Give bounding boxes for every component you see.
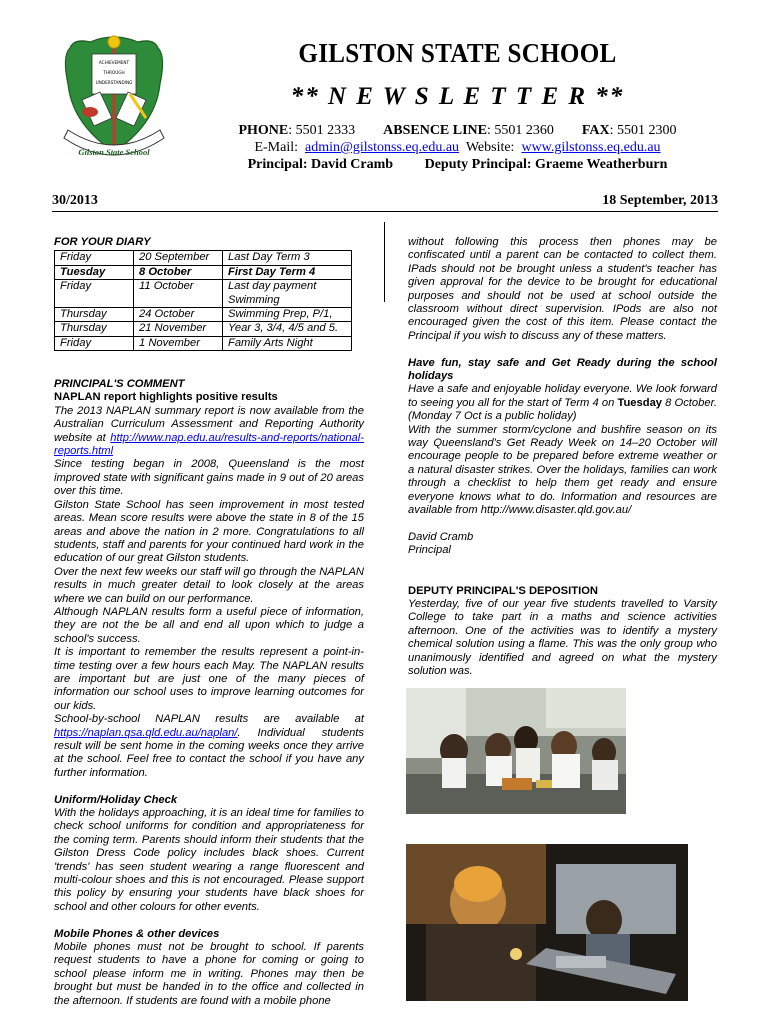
holidays-p1-a: Have a safe and enjoyable holiday everyone. We look forward to seeing you all for the start of Term 4 on	[408, 383, 717, 409]
absence-number: 5501 2360	[494, 123, 554, 138]
right-column	[408, 236, 717, 678]
table-row	[55, 336, 352, 350]
principal-name: Principal: David Cramb	[247, 157, 394, 172]
holidays-p1-b: 8 October. (Monday 7 Oct is a public holiday)	[408, 396, 717, 423]
naplan-subheading: NAPLAN report highlights positive results	[54, 391, 278, 404]
left-column	[54, 236, 364, 1008]
fax-label: FAX	[581, 123, 610, 138]
newsletter-title: ** N E W S L E T T E R **	[290, 83, 625, 110]
holidays-paragraph-2: With the summer storm/cyclone and bushfire season on its way Queensland's Get Ready Week on 14–20 October will encourage people to be prepared before extreme weather or a natural disaster strikes. Over the holidays, families can work through a checklist to help them get ready and ensure everyone knows what to do. Information and resources are available from http://www.disaster.qld.gov.au/	[408, 423, 717, 517]
diary-day: Thursday	[55, 308, 134, 322]
naplan-paragraph-5: Although NAPLAN results form a useful piece of information, they are not the be all and end all upon which to judge a school's success.	[54, 605, 364, 645]
naplan-p7-text-a: School-by-school NAPLAN results are available at	[54, 713, 364, 726]
diary-day: Tuesday	[55, 265, 134, 279]
naplan-paragraph-3: Gilston State School has seen improvement in most tested areas. Mean score results were above the state in 8 of the 15 areas and above the nation in 2 more. Congratulations to all students, staff and parents for your continued hard work in the education of our great Gilston students.	[54, 498, 364, 565]
naplan-paragraph-2: Since testing began in 2008, Queensland is the most improved state with significant gains made in 9 out of 20 areas over this time.	[54, 458, 364, 498]
header-divider	[52, 211, 718, 212]
masthead	[195, 36, 720, 173]
deputy-principal-name: Deputy Principal: Graeme Weatherburn	[424, 157, 668, 172]
table-row	[55, 265, 352, 279]
mobile-heading: Mobile Phones & other devices	[54, 927, 220, 940]
diary-event: First Day Term 4	[223, 265, 352, 279]
diary-table	[54, 250, 352, 351]
diary-day: Friday	[55, 336, 134, 350]
diary-date: 20 September	[134, 251, 223, 265]
deputy-heading: DEPUTY PRINCIPAL'S DEPOSITION	[408, 584, 598, 597]
school-crest-logo	[60, 34, 168, 172]
diary-event: Year 3, 3/4, 4/5 and 5.	[223, 322, 352, 336]
email-link[interactable]: admin@gilstonss.eq.edu.au	[305, 140, 460, 155]
contact-web	[195, 139, 720, 156]
diary-date: 11 October	[134, 280, 223, 308]
deputy-body: Yesterday, five of our year five students travelled to Varsity College to take part in a maths and science activities afternoon. One of the activities was to identify a mystery chemical solution using a flame. This was the only group who unanimously identified and agreed on what the mystery solution was.	[408, 597, 717, 677]
phone-label: PHONE	[238, 123, 289, 138]
diary-heading: FOR YOUR DIARY	[54, 236, 151, 248]
qsa-naplan-link[interactable]: https://naplan.qsa.qld.edu.au/naplan/	[54, 726, 238, 739]
absence-label: ABSENCE LINE	[383, 123, 488, 138]
diary-date: 8 October	[134, 265, 223, 279]
email-label: E-Mail:	[254, 140, 299, 155]
diary-event: Swimming Prep, P/1,	[223, 308, 352, 322]
students-science-photo	[406, 688, 626, 814]
table-row	[55, 308, 352, 322]
nap-report-link[interactable]: http://www.nap.edu.au/results-and-reports/national-reports.html	[54, 431, 364, 458]
diary-day: Friday	[55, 251, 134, 265]
contact-staff	[195, 156, 720, 173]
diary-event: Family Arts Night	[223, 336, 352, 350]
school-name: GILSTON STATE SCHOOL	[298, 38, 617, 68]
issue-number: 30/2013	[52, 193, 98, 208]
website-link[interactable]: www.gilstonss.eq.edu.au	[521, 140, 661, 155]
phone-number: 5501 2333	[295, 123, 356, 138]
naplan-paragraph-7	[54, 713, 364, 780]
holidays-p1-bold: Tuesday	[617, 396, 663, 409]
fax-number: 5501 2300	[617, 123, 677, 138]
crest-motto-3: UNDERSTANDING	[95, 80, 133, 85]
mobile-body-continued: without following this process then phones may be confiscated until a parent can be contacted to collect them. IPads should not be brought unless a student's teacher has given approval for the device to be brought for educational purposes and should not be used at school outside the classroom without direct supervision. IPods are also not encouraged given the cost of this item. Please contact the Principal if you wish to discuss any of these matters.	[408, 236, 717, 342]
website-label: Website:	[465, 140, 515, 155]
naplan-paragraph-1	[54, 405, 364, 459]
naplan-paragraph-4: Over the next few weeks our staff will go through the NAPLAN results in much greater detail to look closely at the areas where we can build on our performance.	[54, 565, 364, 605]
signature-title: Principal	[408, 544, 451, 557]
uniform-body: With the holidays approaching, it is an ideal time for families to check school uniforms for condition and appropriateness for the coming term. Parents should inform their students that the Gilston Dress Code policy includes black shoes. Current 'trends' has seen student wearing a range fluorescent and multi-colour shoes and this is not encouraged. Please support this policy by ensuring your students have black shoes for school and other colours for other events.	[54, 807, 364, 913]
issue-date: 18 September, 2013	[602, 193, 718, 208]
diary-day: Thursday	[55, 322, 134, 336]
contact-phones: PHONE: 5501 2333 ABSENCE LINE: 5501 2360 FAX: 5501 2300	[238, 123, 677, 138]
mobile-body: Mobile phones must not be brought to school. If parents request students to have a phone for coming or going to school please inform me in writing. Phones may then be brought but must be handed in to the office and collected in the afternoon. If students are found with a mobile phone	[54, 941, 364, 1007]
crest-banner-text: Gilston State School	[78, 147, 150, 157]
holidays-paragraph-1	[408, 383, 717, 423]
diary-date: 21 November	[134, 322, 223, 336]
uniform-heading: Uniform/Holiday Check	[54, 793, 178, 806]
table-row	[55, 251, 352, 265]
crest-motto-1: ACHIEVEMENT	[98, 60, 130, 65]
diary-date: 1 November	[134, 336, 223, 350]
column-divider	[384, 222, 385, 302]
diary-date: 24 October	[134, 308, 223, 322]
principal-comment-heading: PRINCIPAL'S COMMENT	[54, 378, 185, 391]
diary-event: Last day payment Swimming	[223, 280, 352, 308]
table-row	[55, 280, 352, 308]
diary-event: Last Day Term 3	[223, 251, 352, 265]
crest-motto-2: THROUGH	[103, 70, 125, 75]
signature-name: David Cramb	[408, 530, 474, 543]
table-row	[55, 322, 352, 336]
students-lab-photo	[406, 844, 688, 1001]
holidays-heading: Have fun, stay safe and Get Ready during the school holidays	[408, 356, 717, 383]
naplan-p7-text-b: . Individual students result will be sent home in the coming weeks once they arrive at the school. Feel free to contact the school if you have any further information.	[54, 726, 364, 779]
naplan-paragraph-6: It is important to remember the results represent a point-in-time testing over a few hours each May. The NAPLAN results are important but are just one of the many pieces of information our school uses to improve learning outcomes for our kids.	[54, 646, 364, 712]
naplan-p1-text: The 2013 NAPLAN summary report is now available from the Australian Curriculum Assessment and Reporting Authority website at	[54, 404, 364, 444]
diary-day: Friday	[55, 280, 134, 308]
